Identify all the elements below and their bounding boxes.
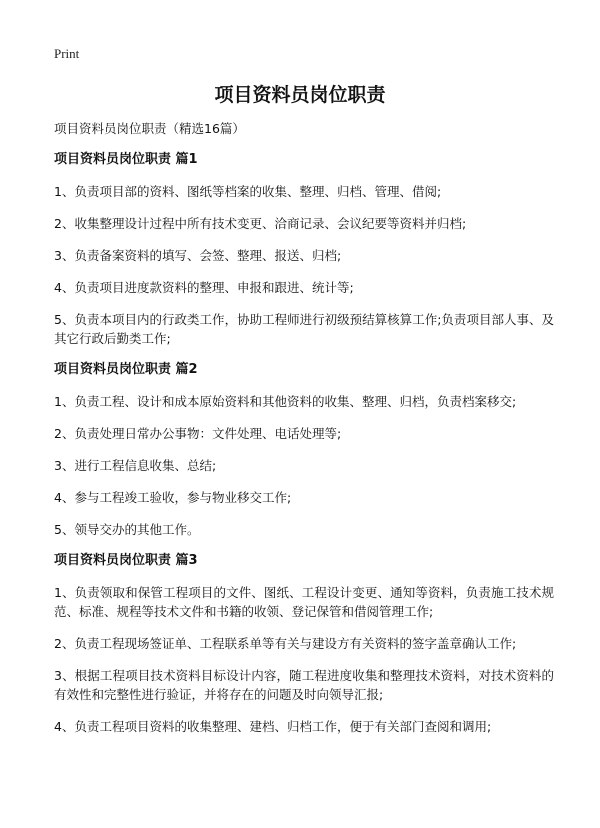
list-item: 4、参与工程竣工验收，参与物业移交工作; [54, 490, 292, 505]
list-item: 3、根据工程项目技术资料目标设计内容，随工程进度收集和整理技术资料，对技术资料的有效性和完整性进行验证，并将存在的问题及时向领导汇报; [54, 668, 554, 702]
list-item: 4、负责工程项目资料的收集整理、建档、归档工作，便于有关部门查阅和调用; [54, 719, 492, 734]
section-heading: 项目资料员岗位职责 篇1 [54, 152, 198, 167]
list-item: 3、负责备案资料的填写、会签、整理、报送、归档; [54, 248, 342, 263]
list-item: 4、负责项目进度款资料的整理、申报和跟进、统计等; [54, 280, 354, 295]
list-item: 2、负责工程现场签证单、工程联系单等有关与建设方有关资料的签字盖章确认工作; [54, 636, 517, 651]
print-link[interactable]: Print [54, 46, 80, 61]
list-item: 5、负责本项目内的行政类工作，协助工程师进行初级预结算核算工作;负责项目部人事、及其它行政后勤类工作; [54, 312, 554, 346]
list-item: 1、负责工程、设计和成本原始资料和其他资料的收集、整理、归档，负责档案移交; [54, 394, 517, 409]
list-item: 3、进行工程信息收集、总结; [54, 458, 217, 473]
section-heading: 项目资料员岗位职责 篇2 [54, 362, 198, 377]
list-item: 1、负责领取和保管工程项目的文件、图纸、工程设计变更、通知等资料，负责施工技术规范、标准、规程等技术文件和书籍的收领、登记保管和借阅管理工作; [54, 585, 554, 619]
list-item: 5、领导交办的其他工作。 [54, 522, 200, 537]
list-item: 2、负责处理日常办公事物：文件处理、电话处理等; [54, 426, 342, 441]
section-heading: 项目资料员岗位职责 篇3 [54, 553, 198, 568]
list-item: 1、负责项目部的资料、图纸等档案的收集、整理、归档、管理、借阅; [54, 184, 442, 199]
list-item: 2、收集整理设计过程中所有技术变更、洽商记录、会议纪要等资料并归档; [54, 216, 467, 231]
section-1 [54, 151, 554, 348]
section-2 [54, 361, 554, 539]
document-subtitle: 项目资料员岗位职责（精选16篇） [54, 121, 245, 136]
section-3 [54, 552, 554, 736]
document-title: 项目资料员岗位职责 [214, 84, 386, 106]
document-body [54, 120, 554, 749]
